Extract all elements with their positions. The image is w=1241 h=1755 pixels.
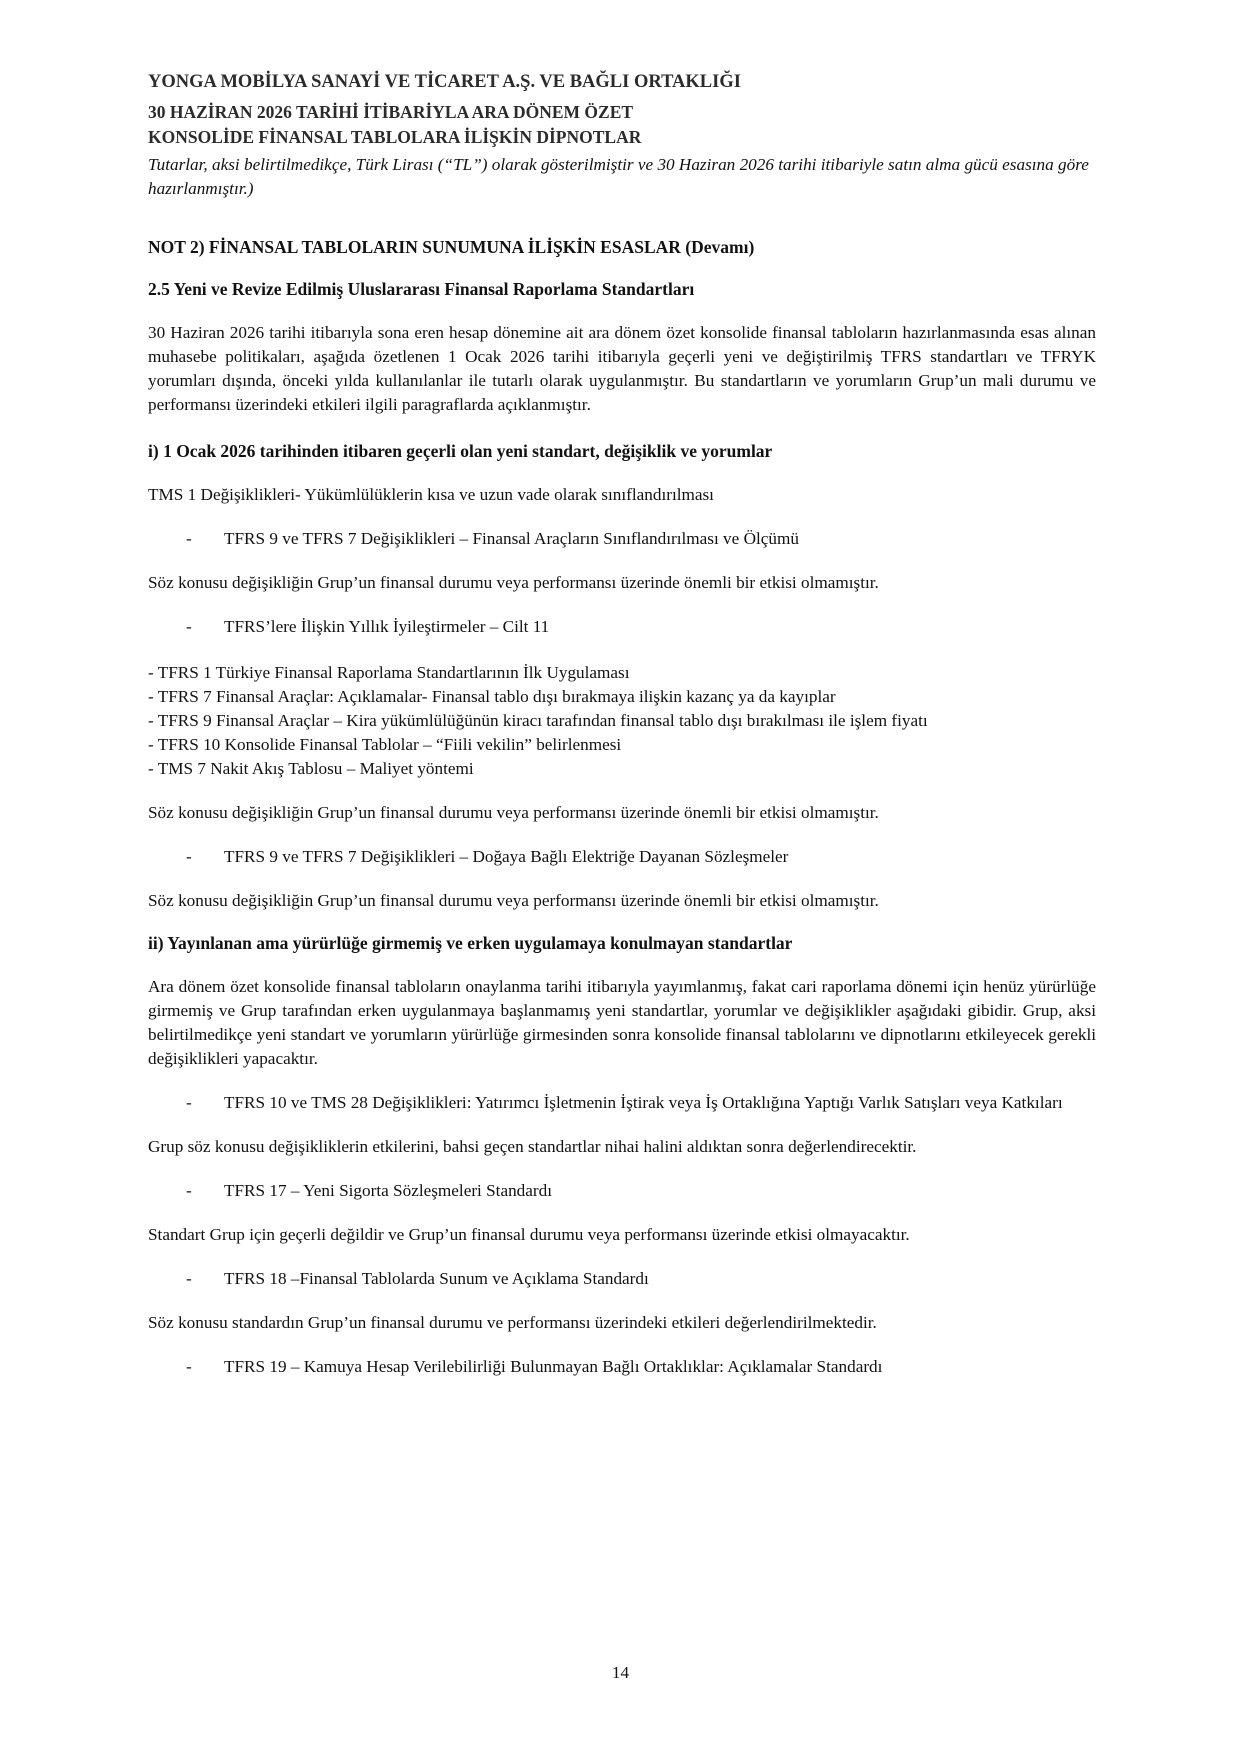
report-title-line2: KONSOLİDE FİNANSAL TABLOLARA İLİŞKİN DİPNOTLAR bbox=[148, 127, 642, 147]
intro-paragraph: 30 Haziran 2026 tarihi itibarıyla sona eren hesap dönemine ait ara dönem özet konsolide finansal tabloların hazırlanmasında esas alınan muhasebe politikaları, aşağıda özetlenen 1 Ocak 2026 tarihi itibarıyla geçerli yeni ve değiştirilmiş TFRS standartları ve TFRYK yorumları dışında, önceki yılda kullanılanlar ile tutarlı olarak uygulanmıştır. Bu standartların ve yorumların Grup’un mali durumu ve performansı üzerindeki etkileri ilgili paragraflarda açıklanmıştır. bbox=[148, 323, 1096, 414]
bullet-dash: - bbox=[186, 529, 192, 548]
currency-note: Tutarlar, aksi belirtilmedikçe, Türk Lirası (“TL”) olarak gösterilmiştir ve 30 Haziran 2026 tarihi itibariyle satın alma gücü esasına göre hazırlanmıştır.) bbox=[148, 155, 1089, 198]
page-number: 14 bbox=[611, 1663, 630, 1682]
bullet-item bbox=[148, 615, 1096, 639]
part1-title: i) 1 Ocak 2026 tarihinden itibaren geçerli olan yeni standart, değişiklik ve yorumlar bbox=[148, 441, 773, 461]
bullet-item bbox=[148, 1267, 1096, 1291]
bullet-item bbox=[148, 845, 1096, 869]
bullet-text: TFRS 10 ve TMS 28 Değişiklikleri: Yatırımcı İşletmenin İştirak veya İş Ortaklığına Yaptığı Varlık Satışları veya Katkıları bbox=[224, 1093, 1063, 1112]
bullet-text: TFRS 17 – Yeni Sigorta Sözleşmeleri Standardı bbox=[224, 1181, 552, 1200]
document-page bbox=[148, 70, 1096, 1379]
bullet-dash: - bbox=[186, 1269, 192, 1288]
effect-paragraph: Söz konusu değişikliğin Grup’un finansal durumu veya performansı üzerinde önemli bir etkisi olmamıştır. bbox=[148, 891, 879, 910]
company-title: YONGA MOBİLYA SANAYİ VE TİCARET A.Ş. VE BAĞLI ORTAKLIĞI bbox=[148, 72, 741, 92]
bullet-dash: - bbox=[186, 1093, 192, 1112]
bullet-dash: - bbox=[186, 1181, 192, 1200]
effect-paragraph: Söz konusu değişikliğin Grup’un finansal durumu veya performansı üzerinde önemli bir etkisi olmamıştır. bbox=[148, 573, 879, 592]
bullet-item bbox=[148, 1091, 1096, 1115]
part2-title: ii) Yayınlanan ama yürürlüğe girmemiş ve erken uygulamaya konulmayan standartlar bbox=[148, 933, 793, 953]
effect-paragraph: Grup söz konusu değişikliklerin etkilerini, bahsi geçen standartlar nihai halini aldıktan sonra değerlendirecektir. bbox=[148, 1137, 917, 1156]
list-item: - TFRS 1 Türkiye Finansal Raporlama Standartlarının İlk Uygulaması bbox=[148, 663, 630, 682]
bullet-text: TFRS 19 – Kamuya Hesap Verilebilirliği Bulunmayan Bağlı Ortaklıklar: Açıklamalar Standardı bbox=[224, 1357, 883, 1376]
effect-paragraph: Söz konusu değişikliğin Grup’un finansal durumu veya performansı üzerinde önemli bir etkisi olmamıştır. bbox=[148, 803, 879, 822]
report-title-line1: 30 HAZİRAN 2026 TARİHİ İTİBARİYLA ARA DÖNEM ÖZET bbox=[148, 102, 634, 122]
improvements-list bbox=[148, 661, 1096, 781]
note-title: NOT 2) FİNANSAL TABLOLARIN SUNUMUNA İLİŞKİN ESASLAR (Devamı) bbox=[148, 237, 755, 257]
bullet-text: TFRS 9 ve TFRS 7 Değişiklikleri – Doğaya Bağlı Elektriğe Dayanan Sözleşmeler bbox=[224, 847, 789, 866]
bullet-dash: - bbox=[186, 1357, 192, 1376]
bullet-text: TFRS’lere İlişkin Yıllık İyileştirmeler – Cilt 11 bbox=[224, 617, 550, 636]
effect-paragraph: Standart Grup için geçerli değildir ve Grup’un finansal durumu veya performansı üzerinde etkisi olmayacaktır. bbox=[148, 1225, 910, 1244]
bullet-text: TFRS 9 ve TFRS 7 Değişiklikleri – Finansal Araçların Sınıflandırılması ve Ölçümü bbox=[224, 529, 799, 548]
list-item: - TFRS 7 Finansal Araçlar: Açıklamalar- Finansal tablo dışı bırakmaya ilişkin kazanç ya da kayıplar bbox=[148, 687, 836, 706]
section-title: 2.5 Yeni ve Revize Edilmiş Uluslararası Finansal Raporlama Standartları bbox=[148, 279, 695, 299]
effect-paragraph: Söz konusu standardın Grup’un finansal durumu ve performansı üzerindeki etkileri değerlendirilmektedir. bbox=[148, 1313, 877, 1332]
list-item: - TFRS 9 Finansal Araçlar – Kira yükümlülüğünün kiracı tarafından finansal tablo dışı bırakılması ile işlem fiyatı bbox=[148, 711, 928, 730]
bullet-text: TFRS 18 –Finansal Tablolarda Sunum ve Açıklama Standardı bbox=[224, 1269, 649, 1288]
bullet-dash: - bbox=[186, 617, 192, 636]
bullet-dash: - bbox=[186, 847, 192, 866]
bullet-item bbox=[148, 1355, 1096, 1379]
list-item: - TFRS 10 Konsolide Finansal Tablolar – “Fiili vekilin” belirlenmesi bbox=[148, 735, 622, 754]
list-item: - TMS 7 Nakit Akış Tablosu – Maliyet yöntemi bbox=[148, 759, 474, 778]
tms1-item: TMS 1 Değişiklikleri- Yükümlülüklerin kısa ve uzun vade olarak sınıflandırılması bbox=[148, 485, 714, 504]
part2-intro-paragraph: Ara dönem özet konsolide finansal tabloların onaylanma tarihi itibarıyla yayımlanmış, fakat cari raporlama dönemi için henüz yürürlüğe girmemiş ve Grup tarafından erken uygulanmaya başlanmamış yeni standartlar, yorumlar ve değişiklikler aşağıdaki gibidir. Grup, aksi belirtilmedikçe yeni standart ve yorumların yürürlüğe girmesinden sonra konsolide finansal tablolarını ve dipnotlarını etkileyecek gerekli değişiklikleri yapacaktır. bbox=[148, 977, 1096, 1068]
bullet-item bbox=[148, 1179, 1096, 1203]
bullet-item bbox=[148, 527, 1096, 551]
